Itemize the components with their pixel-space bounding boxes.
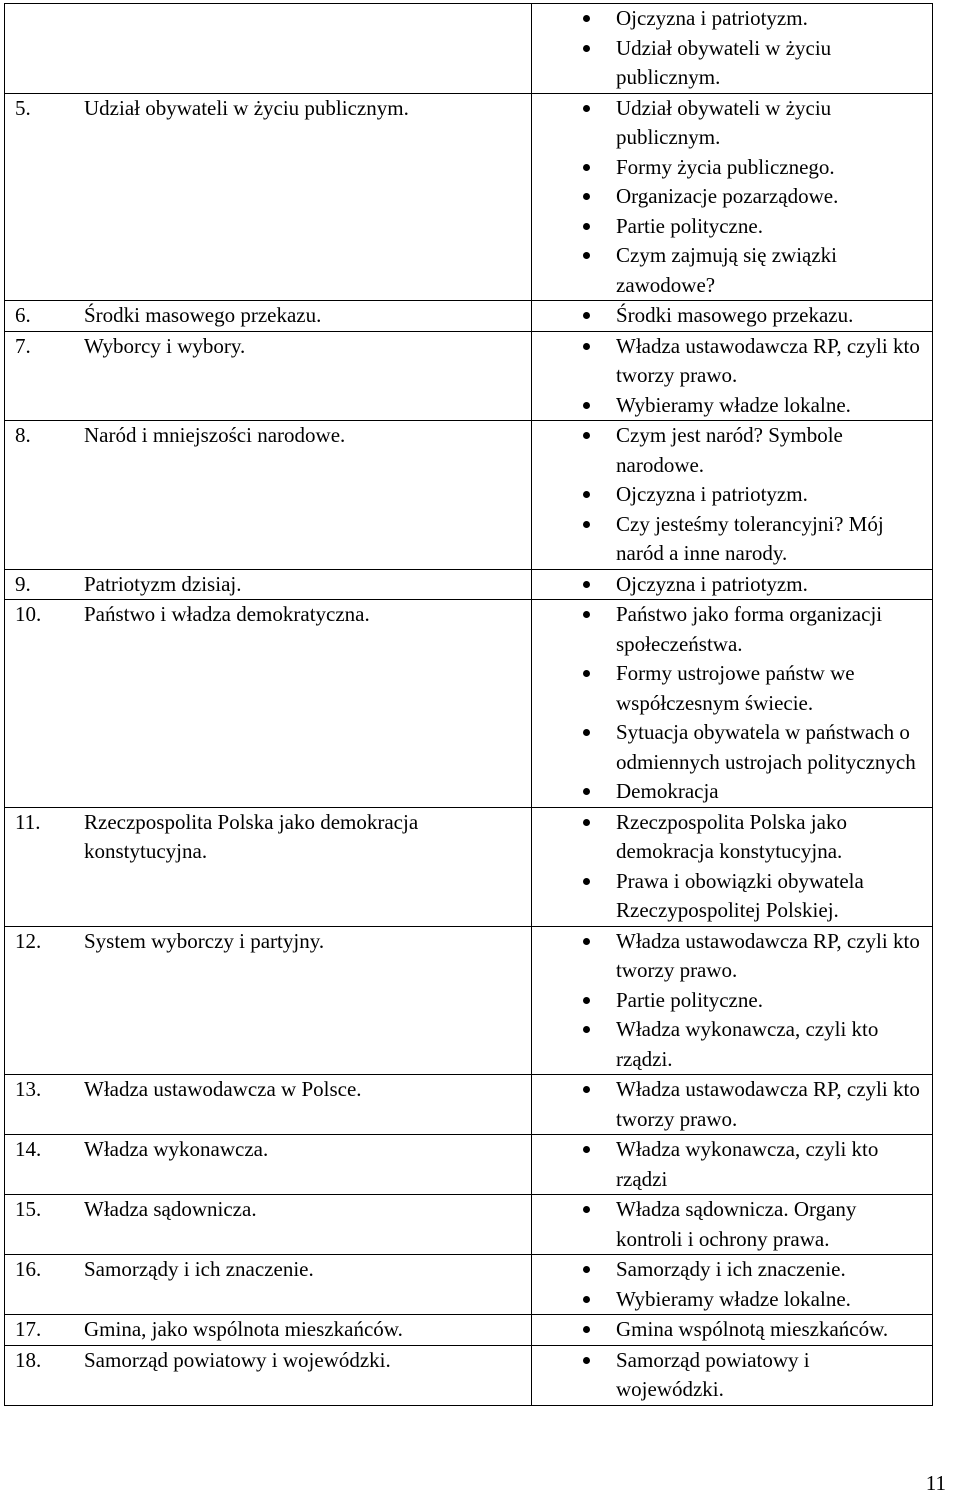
topic-number: 15.	[15, 1197, 42, 1221]
subtopics-cell	[532, 1135, 933, 1195]
subtopic-list	[532, 1255, 932, 1314]
topic-number: 8.	[15, 423, 31, 447]
subtopic-item: Demokracja	[578, 777, 932, 807]
table-row	[5, 1075, 933, 1135]
topic-title: Samorządy i ich znaczenie.	[84, 1257, 314, 1281]
subtopics-cell	[532, 301, 933, 332]
topic-cell	[5, 807, 532, 926]
topic-cell	[5, 1135, 532, 1195]
topic-title: Wyborcy i wybory.	[84, 333, 246, 358]
page-number: 11	[925, 1470, 946, 1495]
subtopic-item: Udział obywateli w życiu publicznym.	[578, 34, 932, 93]
subtopics-cell	[532, 1075, 933, 1135]
topic-number: 10.	[15, 602, 42, 626]
topic-number: 9.	[15, 571, 31, 596]
topic-title: Środki masowego przekazu.	[84, 303, 322, 327]
topic-number: 11.	[15, 809, 41, 834]
subtopic-item: Władza wykonawcza, czyli kto rządzi	[578, 1135, 932, 1194]
topic-cell	[5, 1255, 532, 1315]
subtopic-item: Samorząd powiatowy i wojewódzki.	[578, 1346, 932, 1405]
topic	[5, 1075, 531, 1105]
subtopics-cell	[532, 93, 933, 301]
subtopic-list	[532, 332, 932, 421]
subtopic-list	[532, 1346, 932, 1405]
topic-title: Państwo i władza demokratyczna.	[84, 602, 370, 626]
topic-title: Patriotyzm dzisiaj.	[84, 571, 242, 596]
subtopic-list	[532, 1195, 932, 1254]
topic-number: 7.	[15, 333, 31, 358]
subtopic-list	[532, 421, 932, 569]
subtopic-item: Władza sądownicza. Organy kontroli i ochrony prawa.	[578, 1195, 932, 1254]
topic-cell	[5, 1195, 532, 1255]
subtopic-item: Samorządy i ich znaczenie.	[578, 1255, 932, 1285]
subtopic-item: Środki masowego przekazu.	[578, 301, 932, 331]
subtopic-item: Partie polityczne.	[578, 212, 932, 242]
subtopic-item: Wybieramy władze lokalne.	[578, 391, 932, 421]
subtopics-cell	[532, 600, 933, 808]
subtopic-item: Wybieramy władze lokalne.	[578, 1285, 932, 1315]
subtopic-list	[532, 1075, 932, 1134]
table-row	[5, 807, 933, 926]
topic	[5, 1255, 531, 1285]
table-row	[5, 926, 933, 1075]
topic	[5, 927, 531, 957]
subtopics-cell	[532, 421, 933, 570]
table-row	[5, 1345, 933, 1405]
topic-cell	[5, 926, 532, 1075]
subtopic-list	[532, 94, 932, 301]
table-row	[5, 301, 933, 332]
subtopics-cell	[532, 4, 933, 94]
topic-number: 14.	[15, 1137, 42, 1161]
subtopic-item: Ojczyzna i patriotyzm.	[578, 480, 932, 510]
subtopic-list	[532, 927, 932, 1075]
topic-cell	[5, 1315, 532, 1346]
topic-cell	[5, 1075, 532, 1135]
topic-number: 13.	[15, 1077, 42, 1101]
topic-title: Samorząd powiatowy i wojewódzki.	[84, 1347, 391, 1372]
table-row	[5, 421, 933, 570]
subtopics-cell	[532, 331, 933, 421]
subtopic-item: Formy ustrojowe państw we współczesnym świecie.	[578, 659, 932, 718]
subtopic-item: Władza ustawodawcza RP, czyli kto tworzy prawo.	[578, 332, 932, 391]
topic-title: Udział obywateli w życiu publicznym.	[84, 95, 409, 120]
table-body	[5, 4, 933, 1406]
subtopics-cell	[532, 569, 933, 600]
topic	[5, 1346, 531, 1376]
subtopic-item: Ojczyzna i patriotyzm.	[578, 570, 932, 600]
topic	[5, 421, 531, 451]
subtopics-cell	[532, 807, 933, 926]
topic-number: 18.	[15, 1347, 42, 1372]
topic-number: 12.	[15, 928, 42, 953]
topic	[5, 1315, 531, 1345]
subtopics-cell	[532, 1195, 933, 1255]
subtopic-list	[532, 570, 932, 600]
subtopic-item: Rzeczpospolita Polska jako demokracja konstytucyjna.	[578, 808, 932, 867]
topic-cell	[5, 1345, 532, 1405]
topic-cell	[5, 4, 532, 94]
subtopic-item: Gmina wspólnotą mieszkańców.	[578, 1315, 932, 1345]
subtopic-item: Sytuacja obywatela w państwach o odmiennych ustrojach politycznych	[578, 718, 932, 777]
topic-number: 5.	[15, 95, 31, 120]
subtopic-list	[532, 4, 932, 93]
table-row	[5, 1195, 933, 1255]
table-row	[5, 600, 933, 808]
topic	[5, 600, 531, 630]
topic	[5, 332, 531, 362]
topic-cell	[5, 301, 532, 332]
subtopic-list	[532, 1315, 932, 1345]
topic	[5, 1195, 531, 1225]
subtopic-item: Państwo jako forma organizacji społeczeństwa.	[578, 600, 932, 659]
topic	[5, 570, 531, 600]
topic	[5, 808, 531, 867]
subtopic-list	[532, 600, 932, 807]
topic-title: Władza sądownicza.	[84, 1197, 257, 1221]
topic-number: 16.	[15, 1257, 42, 1281]
subtopic-item: Władza ustawodawcza RP, czyli kto tworzy prawo.	[578, 1075, 932, 1134]
topic-number: 6.	[15, 303, 31, 327]
subtopic-item: Czym zajmują się związki zawodowe?	[578, 241, 932, 300]
topic-cell	[5, 600, 532, 808]
subtopic-list	[532, 301, 932, 331]
topic-cell	[5, 569, 532, 600]
subtopic-item: Organizacje pozarządowe.	[578, 182, 932, 212]
subtopic-item: Czy jesteśmy tolerancyjni? Mój naród a inne narody.	[578, 510, 932, 569]
subtopics-cell	[532, 1345, 933, 1405]
subtopic-list	[532, 1135, 932, 1194]
table-row	[5, 1255, 933, 1315]
table-row	[5, 4, 933, 94]
subtopic-item: Formy życia publicznego.	[578, 153, 932, 183]
topic	[5, 301, 531, 331]
curriculum-table	[4, 3, 933, 1406]
topic	[5, 94, 531, 124]
table-row	[5, 93, 933, 301]
subtopic-item: Władza wykonawcza, czyli kto rządzi.	[578, 1015, 932, 1074]
subtopics-cell	[532, 1315, 933, 1346]
subtopics-cell	[532, 1255, 933, 1315]
topic	[5, 1135, 531, 1165]
subtopics-cell	[532, 926, 933, 1075]
topic-cell	[5, 331, 532, 421]
topic-number: 17.	[15, 1317, 42, 1341]
topic-title: Gmina, jako wspólnota mieszkańców.	[84, 1317, 403, 1341]
subtopic-item: Partie polityczne.	[578, 986, 932, 1016]
subtopic-item: Prawa i obowiązki obywatela Rzeczypospolitej Polskiej.	[578, 867, 932, 926]
topic-title: Naród i mniejszości narodowe.	[84, 423, 346, 447]
table-row	[5, 331, 933, 421]
subtopic-item: Ojczyzna i patriotyzm.	[578, 4, 932, 34]
topic-title: Władza ustawodawcza w Polsce.	[84, 1077, 362, 1101]
table-row	[5, 1135, 933, 1195]
topic-cell	[5, 93, 532, 301]
topic-title: System wyborczy i partyjny.	[84, 928, 325, 953]
subtopic-item: Władza ustawodawcza RP, czyli kto tworzy prawo.	[578, 927, 932, 986]
topic-title: Rzeczpospolita Polska jako demokracja konstytucyjna.	[84, 809, 419, 863]
topic-title: Władza wykonawcza.	[84, 1137, 269, 1161]
table-row	[5, 569, 933, 600]
topic-cell	[5, 421, 532, 570]
subtopic-list	[532, 808, 932, 926]
subtopic-item: Udział obywateli w życiu publicznym.	[578, 94, 932, 153]
subtopic-item: Czym jest naród? Symbole narodowe.	[578, 421, 932, 480]
table-row	[5, 1315, 933, 1346]
